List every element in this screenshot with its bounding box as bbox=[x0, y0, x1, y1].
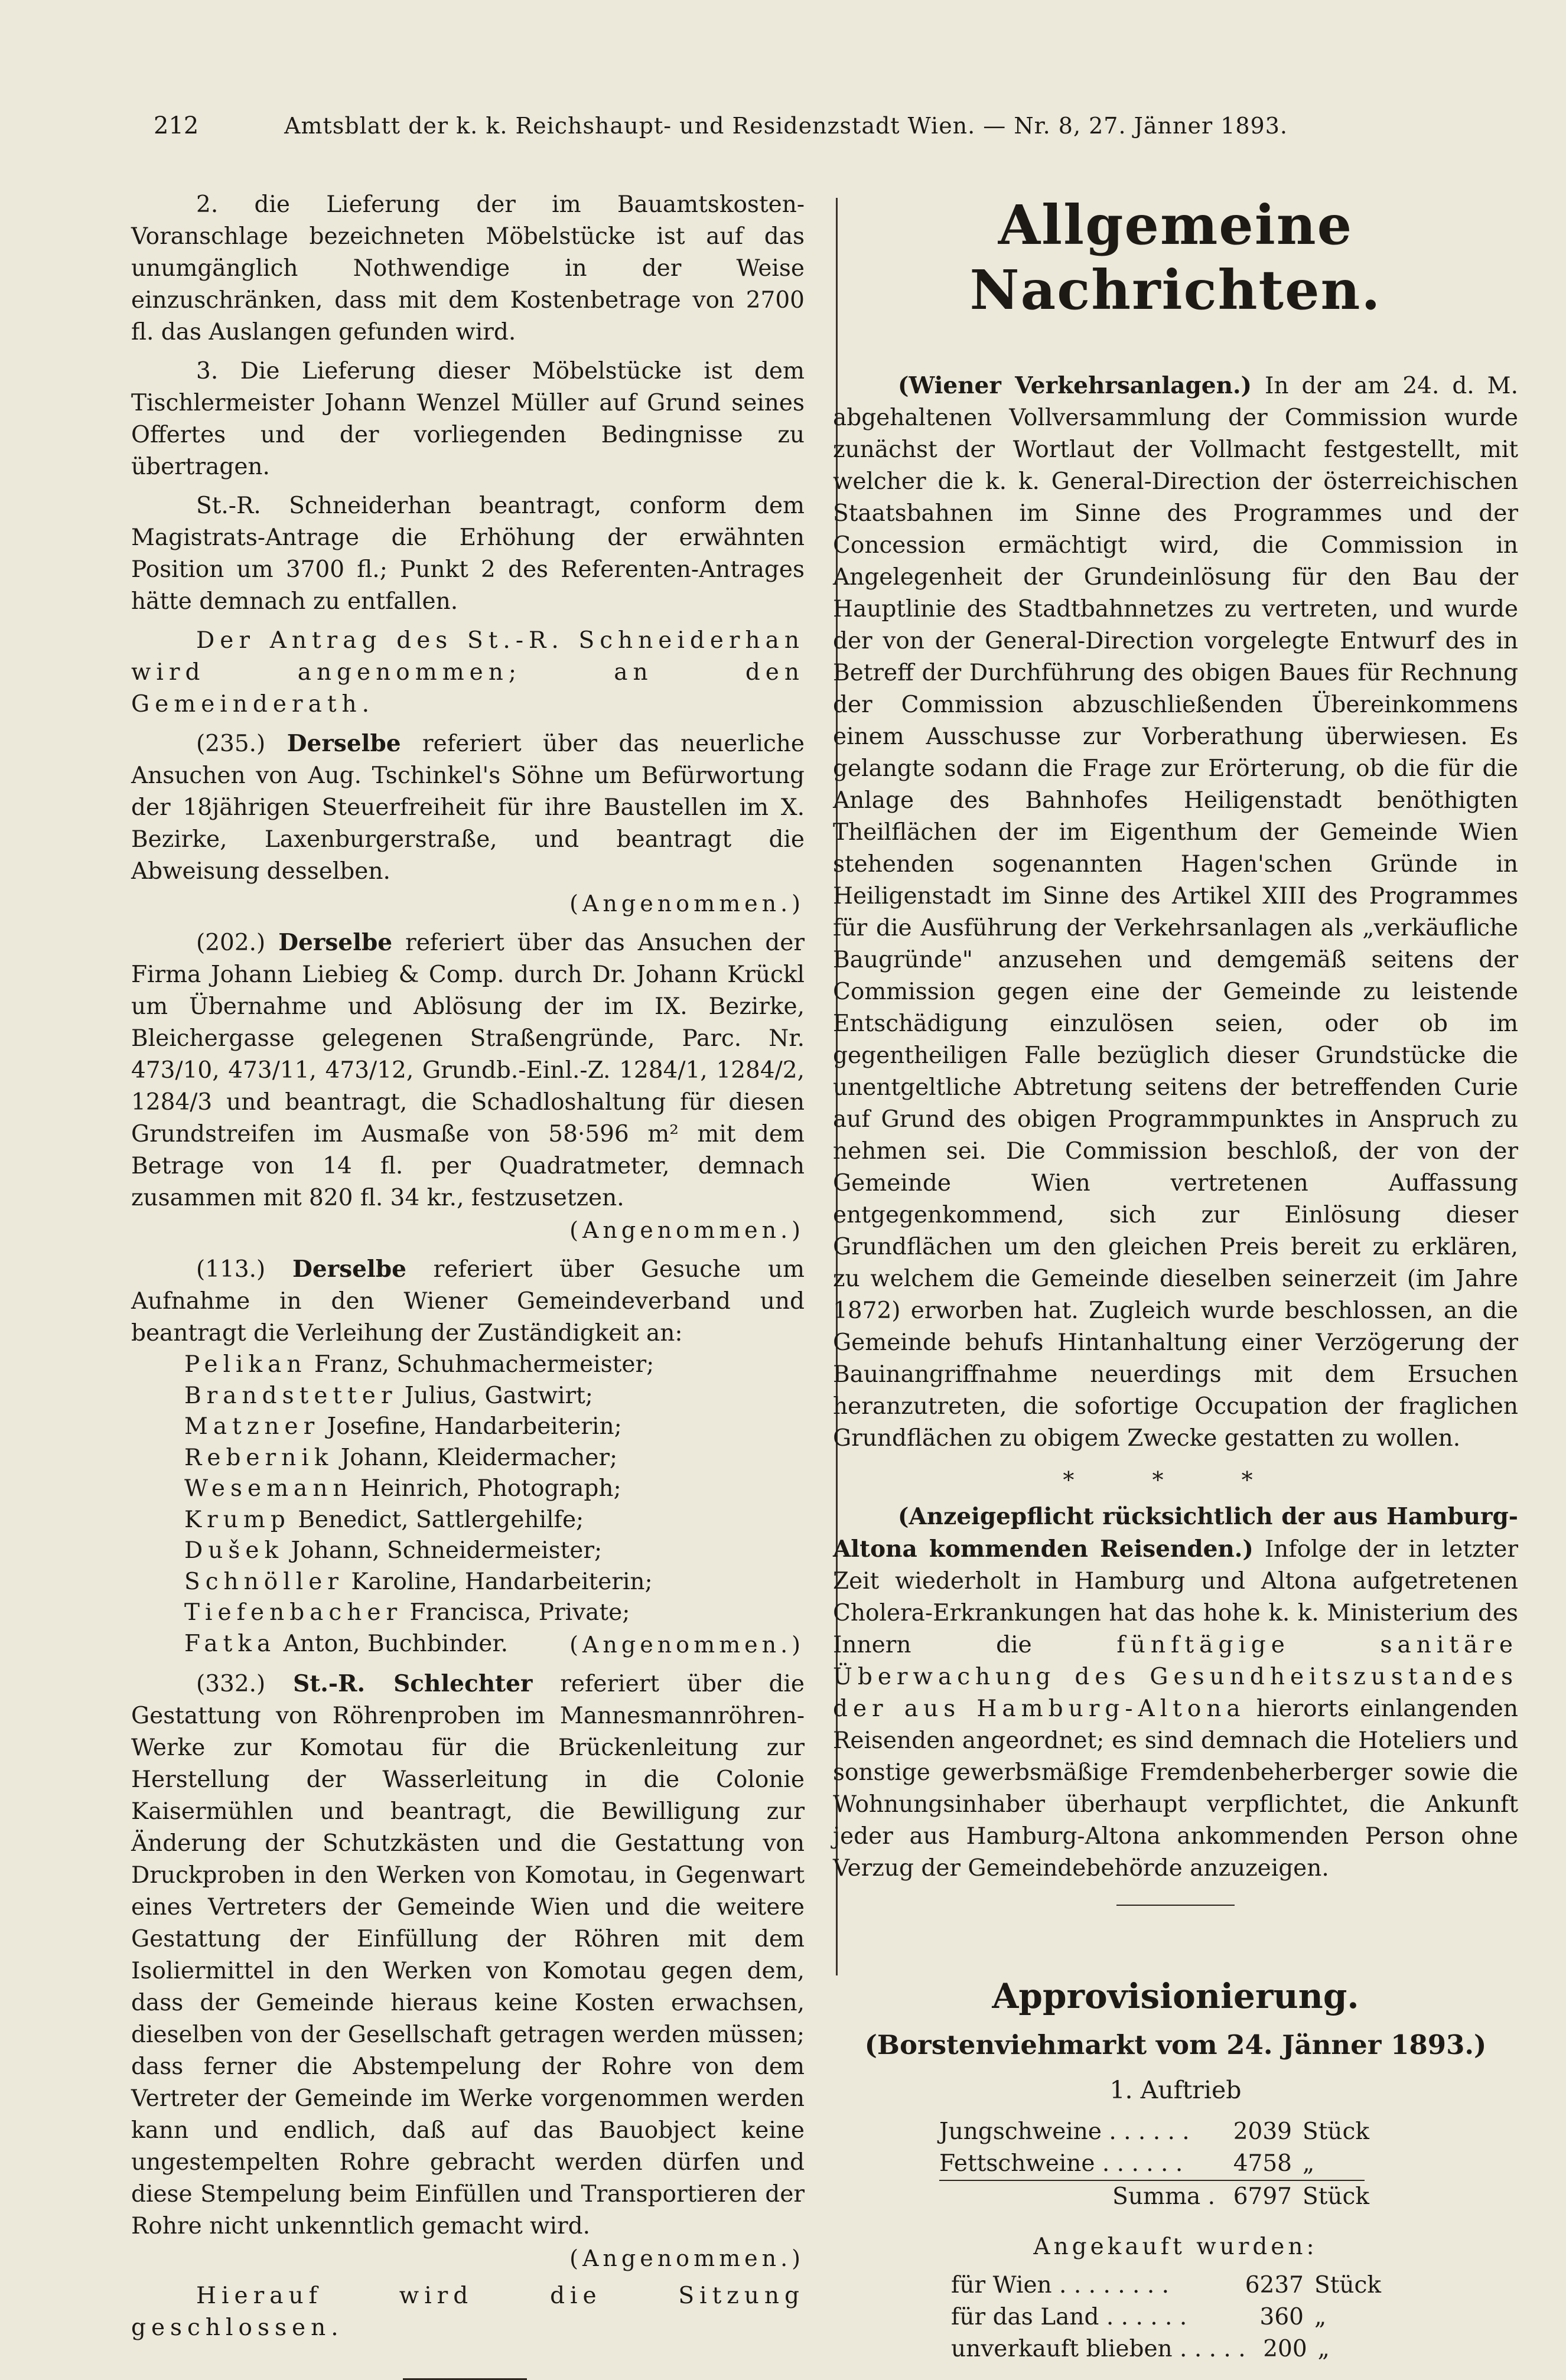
page-number: 212 bbox=[154, 112, 199, 139]
section-title: Allgemeine Nachrichten. bbox=[969, 193, 1382, 322]
accepted-note: (Angenommen.) bbox=[569, 891, 805, 917]
table-row bbox=[951, 2270, 1381, 2301]
resolution-paragraph: Der Antrag des St.-R. Schneiderhan wird angenommen; an den Gemeinderath. bbox=[131, 627, 805, 718]
approv-subtitle: (Borstenviehmarkt vom 24. Jänner 1893.) bbox=[864, 2029, 1487, 2061]
right-column bbox=[833, 189, 1518, 2365]
news-heading: (Wiener Verkehrsanlagen.) bbox=[898, 372, 1252, 399]
surname: Fatka bbox=[184, 1630, 276, 1657]
accepted-note: (Angenommen.) bbox=[569, 2245, 805, 2271]
row-value: 4758 bbox=[1233, 2150, 1292, 2177]
auftrieb-title: 1. Auftrieb bbox=[1109, 2076, 1242, 2104]
closing-line: Hierauf wird die Sitzung geschlossen. bbox=[131, 2282, 805, 2341]
name-list bbox=[184, 1349, 805, 1661]
sum-label: Summa . bbox=[1112, 2183, 1215, 2210]
entry-number: (113.) bbox=[196, 1256, 266, 1283]
row-value: 6237 bbox=[1245, 2272, 1304, 2299]
name-rest: Benedict, Sattlergehilfe; bbox=[290, 1506, 584, 1533]
list-item bbox=[184, 1505, 805, 1536]
list-item bbox=[184, 1349, 805, 1381]
entry-332 bbox=[131, 1668, 805, 2242]
entry-number: (202.) bbox=[196, 930, 266, 956]
news-anzeigepflicht bbox=[833, 1501, 1518, 1885]
auftrieb-table bbox=[939, 2116, 1369, 2213]
row-value: 2039 bbox=[1233, 2118, 1292, 2145]
row-unit: „ bbox=[1314, 2304, 1327, 2330]
row-label: Fettschweine . . . . . . bbox=[939, 2150, 1183, 2177]
list-item bbox=[184, 1629, 805, 1661]
surname: Tiefenbacher bbox=[184, 1599, 403, 1626]
surname: Matzner bbox=[184, 1413, 320, 1440]
name-rest: Heinrich, Photograph; bbox=[353, 1475, 621, 1502]
entry-lead: Derselbe bbox=[292, 1256, 406, 1283]
table-row bbox=[939, 2116, 1369, 2148]
row-label: für Wien . . . . . . . . bbox=[951, 2272, 1170, 2299]
news-verkehrsanlagen bbox=[833, 370, 1518, 1455]
list-item bbox=[184, 1567, 805, 1598]
row-unit: Stück bbox=[1314, 2272, 1381, 2299]
page-header bbox=[154, 112, 1288, 154]
surname: Brandstetter bbox=[184, 1382, 398, 1409]
entry-lead: St.-R. Schlechter bbox=[293, 1670, 533, 1697]
paragraph: 3. Die Lieferung dieser Möbelstücke ist dem Tischlermeister Johann Wenzel Müller auf Grund seines Offertes und der vorliegenden Bedingnisse zu übertragen. bbox=[131, 358, 805, 480]
approv-title: Approvisionierung. bbox=[992, 1976, 1359, 2016]
accepted-note: (Angenommen.) bbox=[569, 1217, 805, 1243]
table-row bbox=[951, 2333, 1376, 2365]
name-rest: Julius, Gastwirt; bbox=[397, 1382, 593, 1409]
row-label: Jungschweine . . . . . . bbox=[939, 2118, 1190, 2145]
entry-text: referiert über Gesuche um Aufnahme in den Wiener Gemeindeverband und beantragt die Verleihung der Zuständigkeit an: bbox=[131, 1256, 805, 1347]
news-emphasis: fünftägige sanitäre Überwachung des Gesundheitszustandes der aus Hamburg-Altona bbox=[833, 1632, 1519, 1722]
list-item bbox=[184, 1411, 805, 1443]
row-label: für das Land . . . . . . bbox=[951, 2304, 1187, 2330]
entry-text: referiert über das Ansuchen der Firma Johann Liebieg & Comp. durch Dr. Johann Krückl um Übernahme und Ablösung der im IX. Bezirke, Bleichergasse gelegenen Straßengründe, Parc. Nr. 473/10, 473/11, 473/12, Grundb.-Einl.-Z. 1284/1, 1284/2, 1284/3 und beantragt, die Schadloshaltung für diesen Grundstreifen im Ausmaße von 58·596 m² mit dem Betrage von 14 fl. per Quadratmeter, demnach zusammen mit 820 fl. 34 kr., festzusetzen. bbox=[131, 930, 805, 1211]
sum-row bbox=[939, 2180, 1369, 2213]
list-item bbox=[184, 1443, 805, 1474]
name-rest: Johann, Kleidermacher; bbox=[333, 1444, 618, 1471]
separator-stars: * * * bbox=[1063, 1467, 1288, 1493]
running-title: Amtsblatt der k. k. Reichshaupt- und Residenzstadt Wien. — Nr. 8, 27. Jänner 1893. bbox=[284, 113, 1288, 139]
entry-235 bbox=[131, 728, 805, 888]
news-text: In der am 24. d. M. abgehaltenen Vollversammlung der Commission wurde zunächst der Wortlaut der Vollmacht festgestellt, mit welcher die k. k. General-Direction der österreichischen Staatsbahnen im Sinne des Programmes und der Concession ermächtigt wird, die Commission in Angelegenheit der Grundeinlösung für den Bau der Hauptlinie des Stadtbahnnetzes zu vertreten, und wurde der von der General-Direction vorgelegte Entwurf des in Betreff der Durchführung des obigen Baues für Rechnung der Commission abzuschließenden Übereinkommens einem Ausschusse zur Vorberathung überwiesen. Es gelangte sodann die Frage zur Erörterung, ob die für die Anlage des Bahnhofes Heiligenstadt benöthigten Theilflächen der im Eigenthum der Gemeinde Wien stehenden sogenannten Hagen'schen Gründe in Heiligenstadt im Sinne des Artikel XIII des Programmes für die Ausführung der Verkehrsanlagen als „verkäufliche Baugründe" anzusehen und demgemäß seitens der Commission gegen eine der Gemeinde zu leistende Entschädigung einzulösen seien, oder ob im gegentheiligen Falle bezüglich dieser Grundstücke die unentgeltliche Abtretung seitens der betreffenden Curie auf Grund des obigen Programmpunktes in Anspruch zu nehmen sei. Die Commission beschloß, der von der Gemeinde Wien vertretenen Auffassung entgegenkommend, sich zur Einlösung dieser Grundflächen um den gleichen Preis bereit zu erklären, zu welchem die Gemeinde dieselben seinerzeit (im Jahre 1872) erworben hat. Zugleich wurde beschlossen, an die Gemeinde behufs Hintanhaltung einer Verzögerung der Bauinangriffnahme neuerdings mit dem Ersuchen heranzutreten, die sofortige Occupation der fraglichen Grundflächen zu obigem Zwecke gestatten zu wollen. bbox=[833, 373, 1518, 1452]
list-item bbox=[184, 1381, 805, 1412]
name-rest: Anton, Buchbinder. bbox=[276, 1630, 509, 1657]
surname: Dušek bbox=[184, 1537, 284, 1564]
row-unit: „ bbox=[1303, 2150, 1315, 2177]
angekauft-table bbox=[951, 2270, 1381, 2365]
name-rest: Franz, Schuhmachermeister; bbox=[307, 1351, 655, 1378]
entry-202 bbox=[131, 927, 805, 1214]
news-text: Infolge der in letzter Zeit wiederholt in Hamburg und Altona aufgetretenen Cholera-Erkrankungen hat das hohe k. k. Ministerium des Innern die bbox=[833, 1536, 1518, 1658]
news-text: hierorts einlangenden Reisenden angeordnet; es sind demnach die Hoteliers und sonstige gewerbsmäßige Fremdenbeherberger sowie die Wohnungsinhaber überhaupt verpflichtet, die Ankunft jeder aus Hamburg-Altona ankommenden Person ohne Verzug der Gemeindebehörde anzuzeigen. bbox=[833, 1696, 1518, 1882]
entry-113 bbox=[131, 1253, 805, 1349]
name-rest: Francisca, Private; bbox=[402, 1599, 630, 1626]
row-label: unverkauft blieben . . . . . bbox=[951, 2336, 1246, 2362]
surname: Pelikan bbox=[184, 1351, 307, 1378]
name-rest: Karoline, Handarbeiterin; bbox=[343, 1568, 653, 1595]
left-column bbox=[131, 189, 805, 2380]
entry-text: referiert über das neuerliche Ansuchen von Aug. Tschinkel's Söhne um Befürwortung der 18jährigen Steuerfreiheit für ihre Baustellen im X. Bezirke, Laxenburgerstraße, und beantragt die Abweisung desselben. bbox=[131, 731, 805, 885]
list-item bbox=[184, 1473, 805, 1505]
name-rest: Josefine, Handarbeiterin; bbox=[320, 1413, 622, 1440]
entry-lead: Derselbe bbox=[278, 929, 393, 956]
sum-value: 6797 bbox=[1233, 2183, 1292, 2210]
entry-number: (332.) bbox=[196, 1670, 266, 1697]
angekauft-title: Angekauft wurden: bbox=[1033, 2234, 1318, 2260]
paragraph: St.-R. Schneiderhan beantragt, conform dem Magistrats-Antrage die Erhöhung der erwähnten Position um 3700 fl.; Punkt 2 des Referenten-Antrages hätte demnach zu entfallen. bbox=[131, 493, 805, 615]
news-heading: (Anzeigepflicht rücksichtlich der aus Hamburg-Altona kommenden Reisenden.) bbox=[833, 1503, 1518, 1563]
name-rest: Johann, Schneidermeister; bbox=[284, 1537, 603, 1564]
row-value: 200 bbox=[1263, 2336, 1307, 2362]
sum-unit: Stück bbox=[1303, 2183, 1369, 2210]
surname: Rebernik bbox=[184, 1444, 334, 1471]
paragraph: 2. die Lieferung der im Bauamtskosten-Voranschlage bezeichneten Möbelstücke ist auf das unumgänglich Nothwendige in der Weise einzuschränken, dass mit dem Kostenbetrage von 2700 fl. das Auslangen gefunden wird. bbox=[131, 191, 805, 345]
accepted-note: (Angenommen.) bbox=[569, 1631, 805, 1658]
table-row bbox=[951, 2301, 1376, 2333]
row-unit: „ bbox=[1317, 2336, 1330, 2362]
row-value: 360 bbox=[1259, 2304, 1304, 2330]
table-row bbox=[939, 2148, 1365, 2180]
end-rule bbox=[403, 2378, 527, 2380]
entry-text: referiert über die Gestattung von Röhrenproben im Mannesmannröhren-Werke zur Komotau für die Brückenleitung zur Herstellung der Wasserleitung in die Colonie Kaisermühlen und beantragt, die Bewilligung zur Änderung der Schutzkästen und die Gestattung von Druckproben in den Werken von Komotau, in Gegenwart eines Vertreters der Gemeinde Wien und die weitere Gestattung der Einfüllung der Röhren mit dem Isoliermittel in den Werken von Komotau gegen dem, dass der Gemeinde hieraus keine Kosten erwachsen, dieselben von der Gesellschaft getragen werden müssen; dass ferner die Abstempelung der Rohre von dem Vertreter der Gemeinde im Werke vorgenommen werden kann und endlich, daß auf das Bauobject keine ungestempelten Rohre gebracht werden dürfen und diese Stempelung beim Einfüllen und Transportieren der Rohre nicht unkenntlich gemacht wird. bbox=[131, 1670, 805, 2239]
section-rule bbox=[1116, 1905, 1235, 1906]
entry-number: (235.) bbox=[196, 731, 266, 757]
list-item bbox=[184, 1535, 805, 1567]
surname: Krump bbox=[184, 1506, 291, 1533]
row-unit: Stück bbox=[1303, 2118, 1369, 2145]
surname: Wesemann bbox=[184, 1475, 353, 1502]
entry-lead: Derselbe bbox=[286, 730, 401, 757]
surname: Schnöller bbox=[184, 1568, 344, 1595]
list-item bbox=[184, 1597, 805, 1629]
